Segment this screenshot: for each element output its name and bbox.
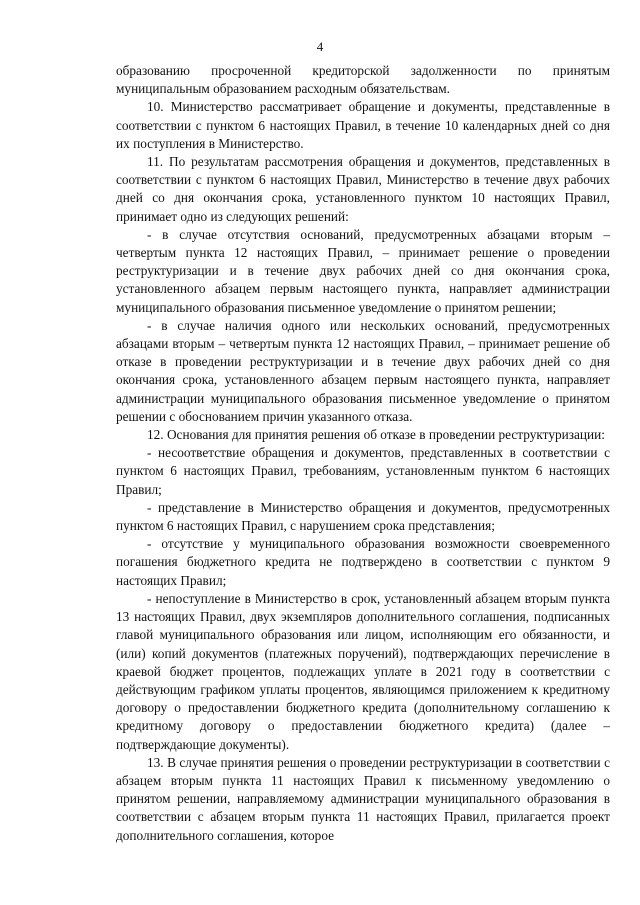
paragraph-item-11: 11. По результатам рассмотрения обращения и документов, представленных в соответствии с пунктом 6 настоящих Правил, Министерство в течение двух рабочих дней со дня окончания срока, установленного пунктом 10 настоящих Правил, принимает одно из следующих решений:: [116, 154, 610, 224]
document-body: [116, 62, 610, 845]
paragraph-item-10: 10. Министерство рассматривает обращение и документы, представленные в соответствии с пунктом 6 настоящих Правил, в течение 10 календарных дней со дня их поступления в Министерство.: [116, 99, 610, 151]
page-number: 4: [316, 39, 324, 54]
paragraph-continuation: образованию просроченной кредиторской задолженности по принятым муниципальным образованием расходным обязательствам.: [116, 63, 610, 97]
paragraph-item-13: 13. В случае принятия решения о проведении реструктуризации в соответствии с абзацем вторым пункта 11 настоящих Правил к письменному уведомлению о принятом решении, направляемому администрации муниципального образования в соответствии с абзацем вторым пункта 11 настоящих Правил, прилагается проект дополнительного соглашения, которое: [116, 754, 610, 843]
paragraph-item-12: 12. Основания для принятия решения об отказе в проведении реструктуризации:: [147, 427, 605, 443]
paragraph-item-11-bullet-1: - в случае отсутствия оснований, предусмотренных абзацами вторым – четвертым пункта 12 настоящих Правил, – принимает решение о проведении реструктуризации и в течение двух рабочих дней со дня окончания срока, установленного абзацем первым настоящего пункта, направляет администрации муниципального образования письменное уведомление о принятом решении;: [116, 226, 610, 315]
paragraph-item-12-bullet-1: - несоответствие обращения и документов, представленных в соответствии с пунктом 6 настоящих Правил, требованиям, установленным пунктом 6 настоящих Правил;: [116, 445, 610, 497]
paragraph-item-12-bullet-2: - представление в Министерство обращения и документов, предусмотренных пунктом 6 настоящих Правил, с нарушением срока представления;: [116, 499, 610, 534]
paragraph-item-11-bullet-2: - в случае наличия одного или нескольких оснований, предусмотренных абзацами вторым – четвертым пункта 12 настоящих Правил, – принимает решение об отказе в проведении реструктуризации и в течение двух рабочих дней со дня окончания срока, установленного абзацем первым настоящего пункта, направляет администрации муниципального образования письменное уведомление о принятом решении с обоснованием причин указанного отказа.: [116, 317, 610, 424]
paragraph-item-12-bullet-3: - отсутствие у муниципального образования возможности своевременного погашения бюджетного кредита не подтверждено в соответствии с пунктом 9 настоящих Правил;: [116, 536, 610, 588]
paragraph-item-12-bullet-4: - непоступление в Министерство в срок, установленный абзацем вторым пункта 13 настоящих Правил, двух экземпляров дополнительного соглашения, подписанных главой муниципального образования или лицом, исполняющим его обязанности, и (или) копий документов (платежных поручений), подтверждающих перечисление в краевой бюджет процентов, подлежащих уплате в 2021 году в соответствии с действующим графиком уплаты процентов, являющимся приложением к кредитному договору о предоставлении бюджетного кредита (дополнительному соглашению к кредитному договору о предоставлении бюджетного кредита) (далее – подтверждающие документы).: [116, 590, 610, 752]
